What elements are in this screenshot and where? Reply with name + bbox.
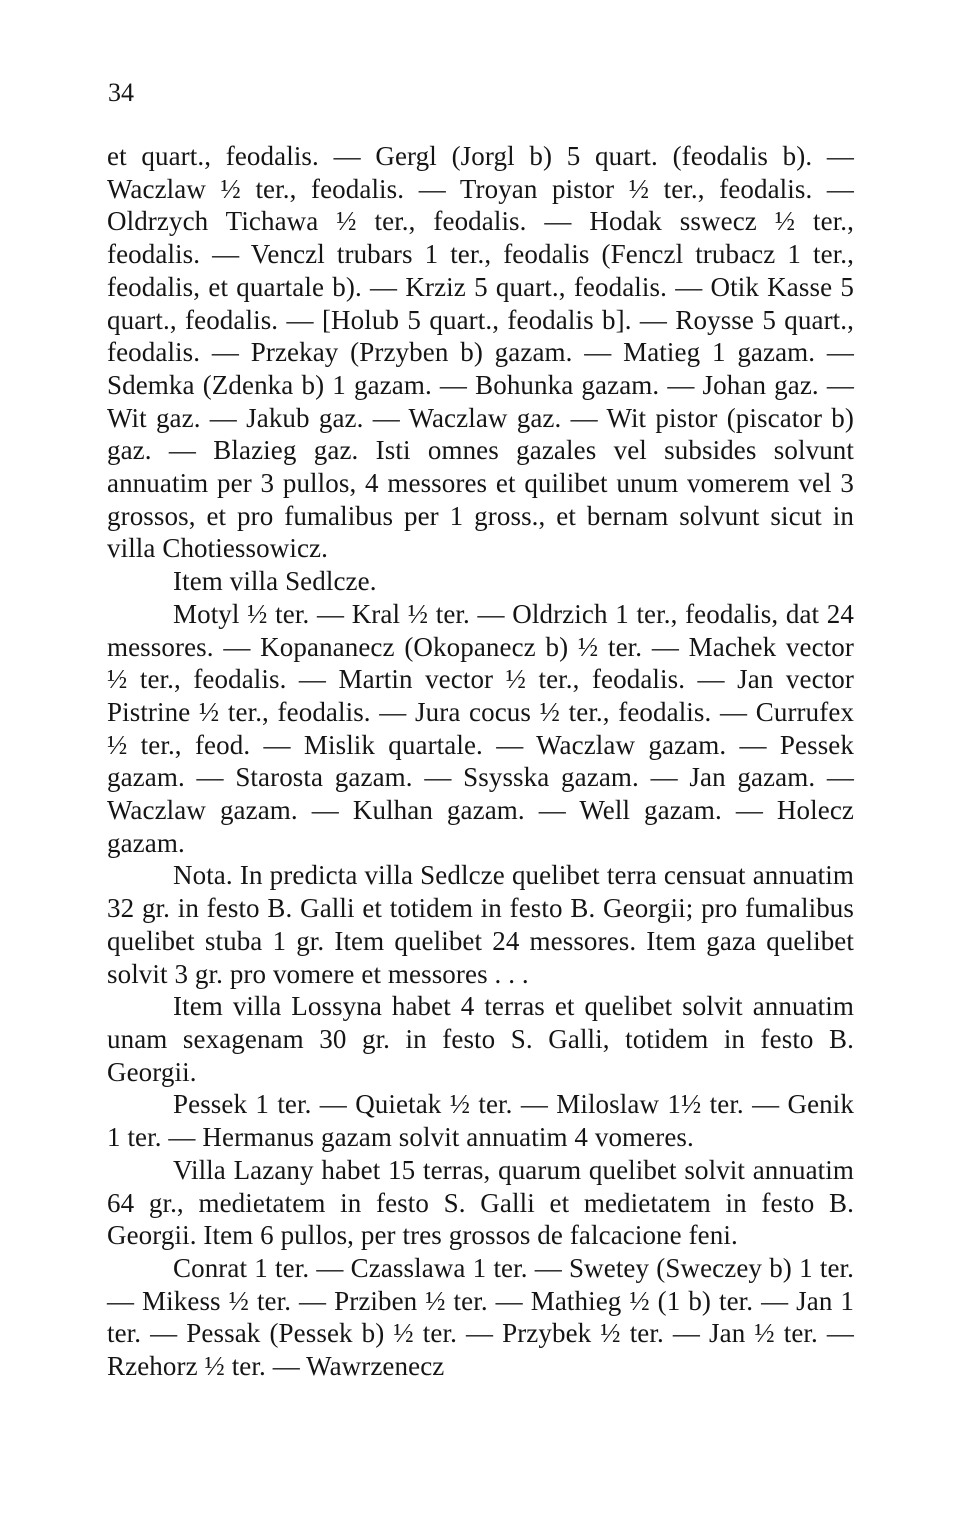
paragraph-3: Motyl ½ ter. — Kral ½ ter. — Oldrzich 1 ter., feodalis, dat 24 messores. — Kopananecz (Okopanecz b) ½ ter. — Machek vector ½ ter., feodalis. — Martin vector ½ ter., feodalis. — Jan vector Pistrine ½ ter., feodalis. — Jura cocus ½ ter., feodalis. — Currufex ½ ter., feod. — Mislik quartale. — Waczlaw gazam. — Pessek gazam. — Starosta gazam. — Ssysska gazam. — Jan gazam. — Waczlaw gazam. — Kulhan gazam. — Well gazam. — Holecz gazam.	[107, 598, 854, 858]
paragraph-4: Nota. In predicta villa Sedlcze quelibet terra censuat annuatim 32 gr. in festo B. Galli et totidem in festo B. Georgii; pro fumalibus quelibet stuba 1 gr. Item quelibet 24 messores. Item gaza quelibet solvit 3 gr. pro vomere et messores . . .	[107, 860, 854, 989]
paragraph-2: Item villa Sedlcze.	[173, 566, 377, 597]
paragraph-6: Pessek 1 ter. — Quietak ½ ter. — Miloslaw 1½ ter. — Genik 1 ter. — Hermanus gazam solvit annuatim 4 vomeres.	[107, 1089, 854, 1153]
paragraph-1: et quart., feodalis. — Gergl (Jorgl b) 5 quart. (feodalis b). — Waczlaw ½ ter., feodalis. — Troyan pistor ½ ter., feodalis. — Oldrzych Tichawa ½ ter., feodalis. — Hodak sswecz ½ ter., feodalis. — Venczl trubars 1 ter., feodalis (Fenczl trubacz 1 ter., feodalis, et quartale b). — Krziz 5 quart., feodalis. — Otik Kasse 5 quart., feodalis. — [Holub 5 quart., feodalis b]. — Roysse 5 quart., feodalis. — Przekay (Przyben b) gazam. — Matieg 1 gazam. — Sdemka (Zdenka b) 1 gazam. — Bohunka gazam. — Johan gaz. — Wit gaz. — Jakub gaz. — Waczlaw gaz. — Wit pistor (piscator b) gaz. — Blazieg gaz. Isti omnes gazales vel subsides solvunt annuatim per 3 pullos, 4 messores et quilibet unum vomerem vel 3 grossos, et pro fumalibus per 1 gross., et bernam solvunt sicut in villa Chotiessowicz.	[107, 141, 854, 564]
page-number: 34	[108, 78, 134, 107]
paragraph-8: Conrat 1 ter. — Czasslawa 1 ter. — Swetey (Sweczey b) 1 ter. — Mikess ½ ter. — Prziben ½ ter. — Mathieg ½ (1 b) ter. — Jan 1 ter. — Pessak (Pessek b) ½ ter. — Przybek ½ ter. — Jan ½ ter. — Rzehorz ½ ter. — Wawrzenecz	[107, 1252, 854, 1382]
paragraph-5: Item villa Lossyna habet 4 terras et quelibet solvit annuatim unam sexagenam 30 gr. in festo S. Galli, totidem in festo B. Georgii.	[107, 991, 854, 1087]
page-body	[107, 140, 854, 1383]
paragraph-7: Villa Lazany habet 15 terras, quarum quelibet solvit annuatim 64 gr., medietatem in festo S. Galli et medietatem in festo B. Georgii. Item 6 pullos, per tres grossos de falcacione feni.	[107, 1154, 854, 1251]
